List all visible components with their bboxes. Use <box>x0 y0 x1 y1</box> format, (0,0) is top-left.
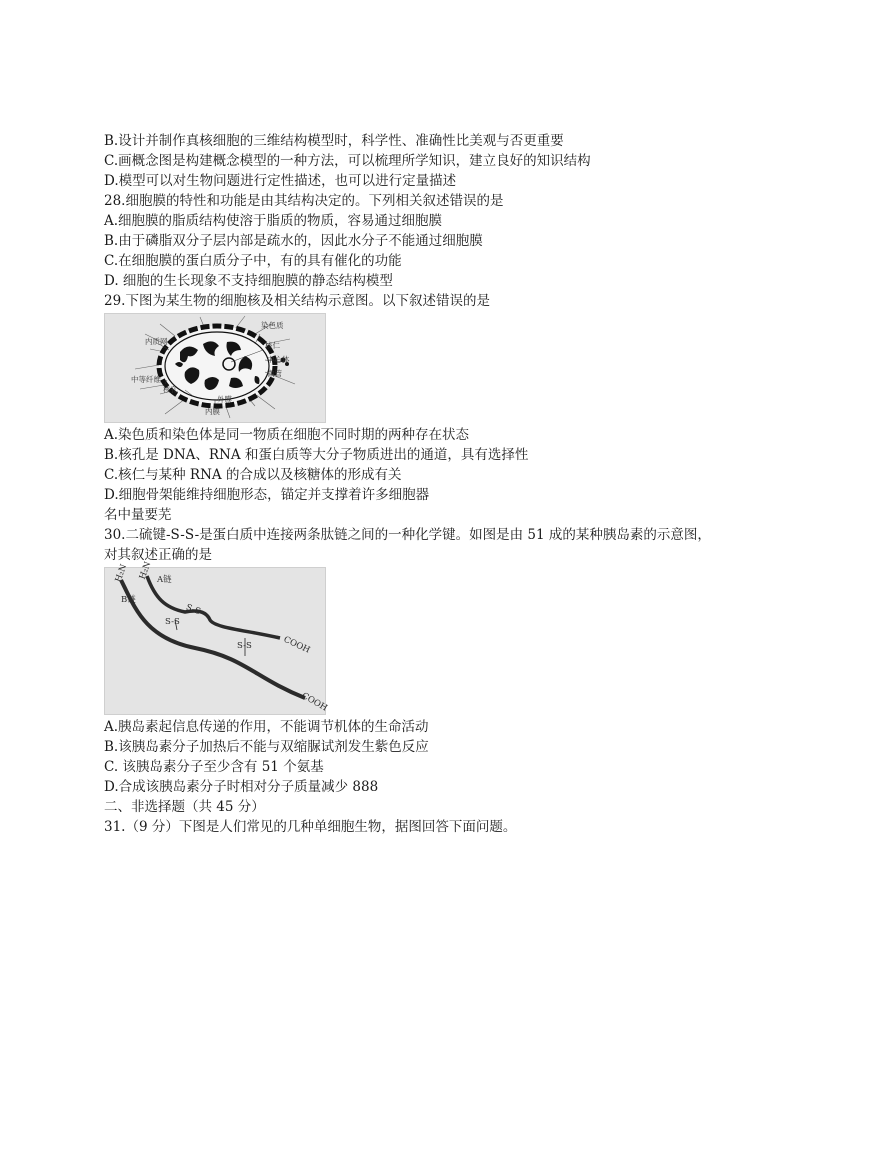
label-intermediate-filament: 中等纤维 <box>131 375 161 384</box>
label-centrosome: 中心体 <box>267 355 290 364</box>
label-ss-1: S-S <box>184 602 202 618</box>
q30-option-b: B.该胰岛素分子加热后不能与双缩脲试剂发生紫色反应 <box>104 739 429 755</box>
label-ss-3: S-S <box>237 641 252 651</box>
q29-option-c: C.核仁与某种 RNA 的合成以及核糖体的形成有关 <box>104 467 402 483</box>
q28-option-d: D. 细胞的生长现象不支持细胞膜的静态结构模型 <box>104 273 393 289</box>
q29-stray-text: 名中量要芜 <box>104 507 172 523</box>
q30-option-a: A.胰岛素起信息传递的作用，不能调节机体的生命活动 <box>104 719 429 735</box>
q29-option-b: B.核孔是 DNA、RNA 和蛋白质等大分子物质进出的通道，具有选择性 <box>104 447 529 463</box>
label-cooh-b: COOH <box>299 690 329 714</box>
q29-option-d: D.细胞骨架能维持细胞形态，锚定并支撑着许多细胞器 <box>104 487 430 503</box>
label-nucleolus: 核仁 <box>265 341 280 350</box>
q28-option-b: B.由于磷脂双分子层内部是疏水的，因此水分子不能通过细胞膜 <box>104 233 483 249</box>
nucleolus <box>223 358 235 370</box>
q28-stem: 28.细胞膜的特性和功能是由其结构决定的。下列相关叙述错误的是 <box>104 193 504 209</box>
label-inner-membrane: 内膜 <box>205 407 220 416</box>
label-microtubule: 微管 <box>267 369 282 378</box>
q27-option-d: D.模型可以对生物问题进行定性描述，也可以进行定量描述 <box>104 173 457 189</box>
section2-title: 二、非选择题（共 45 分） <box>104 799 265 815</box>
q27-option-c: C.画概念图是构建概念模型的一种方法，可以梳理所学知识，建立良好的知识结构 <box>104 153 591 169</box>
nucleus-outer-membrane <box>159 326 275 406</box>
q27-option-b: B.设计并制作真核细胞的三维结构模型时，科学性、准确性比美观与否更重要 <box>104 133 564 149</box>
label-outer-membrane: 外膜 <box>217 395 232 404</box>
insulin-figure <box>104 560 329 715</box>
label-ss-2: S-S <box>165 617 180 627</box>
q29-option-a: A.染色质和染色体是同一物质在细胞不同时期的两种存在状态 <box>104 427 470 443</box>
q31-stem: 31.（9 分）下图是人们常见的几种单细胞生物，据图回答下面问题。 <box>104 819 517 835</box>
a-chain-curve <box>147 576 280 638</box>
label-chromatin: 染色质 <box>261 321 284 330</box>
q30-option-c: C. 该胰岛素分子至少含有 51 个氨基 <box>104 759 324 775</box>
q30-option-d: D.合成该胰岛素分子时相对分子质量减少 888 <box>104 779 379 795</box>
q28-option-a: A.细胞膜的脂质结构使溶于脂质的物质，容易通过细胞膜 <box>104 213 443 229</box>
label-cooh-a: COOH <box>281 634 312 656</box>
label-a-chain: A链 <box>157 575 172 585</box>
label-h2n-b: H₂N <box>113 563 130 584</box>
exam-page <box>104 131 844 837</box>
label-h2n-a: H₂N <box>137 560 154 581</box>
nucleus-figure <box>104 313 326 423</box>
q29-stem: 29.下图为某生物的细胞核及相关结构示意图。以下叙述错误的是 <box>104 293 490 309</box>
label-er: 内质网 <box>145 337 168 346</box>
label-b-chain: B链 <box>121 595 136 605</box>
q30-stem-line2: 对其叙述正确的是 <box>104 547 212 563</box>
label-pore: 核孔 <box>163 385 178 394</box>
q30-stem-line1: 30.二硫键-S-S-是蛋白质中连接两条肽链之间的一种化学键。如图是由 51 成的某种胰岛素的示意图， <box>104 527 711 543</box>
q28-option-c: C.在细胞膜的蛋白质分子中，有的具有催化的功能 <box>104 253 402 269</box>
